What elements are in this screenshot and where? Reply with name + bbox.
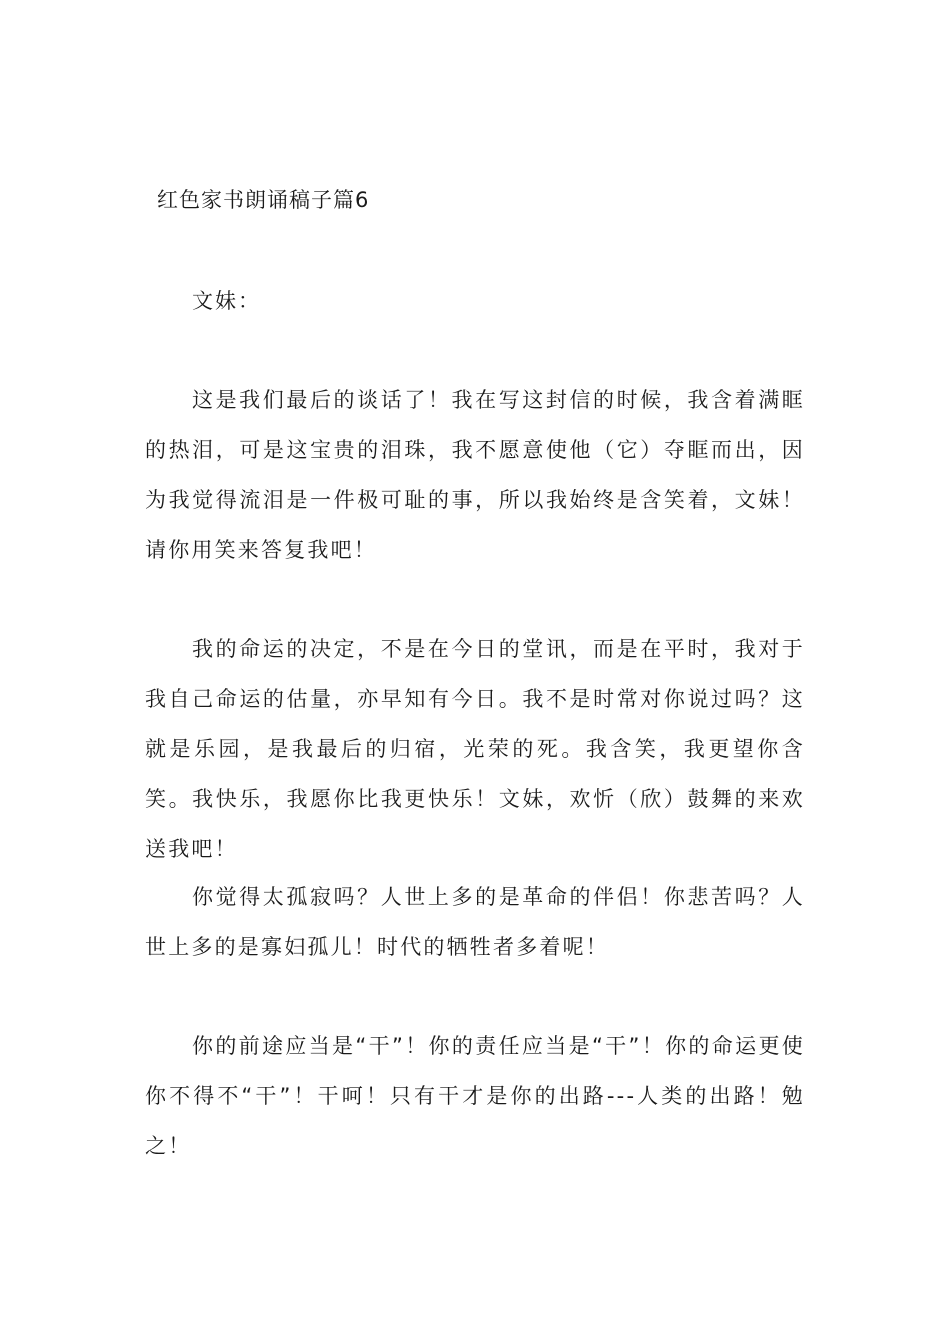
document-title: 红色家书朗诵稿子篇6 xyxy=(157,188,370,212)
letter-paragraph: 你觉得太孤寂吗？人世上多的是革命的伴侣！你悲苦吗？人世上多的是寡妇孤儿！时代的牺牲者多着呢！ xyxy=(145,885,805,959)
letter-paragraph: 你的前途应当是“干”！你的责任应当是“干”！你的命运更使你不得不“干”！干呵！只有干才是你的出路---人类的出路！勉之！ xyxy=(145,1034,805,1158)
letter-salutation: 文妹： xyxy=(192,289,261,313)
letter-paragraph: 我的命运的决定，不是在今日的堂讯，而是在平时，我对于我自己命运的估量，亦早知有今日。我不是时常对你说过吗？这就是乐园，是我最后的归宿，光荣的死。我含笑，我更望你含笑。我快乐，我愿你比我更快乐！文妹，欢忻（欣）鼓舞的来欢送我吧！ xyxy=(145,637,805,861)
letter-paragraph: 这是我们最后的谈话了！我在写这封信的时候，我含着满眶的热泪，可是这宝贵的泪珠，我不愿意使他（它）夺眶而出，因为我觉得流泪是一件极可耻的事，所以我始终是含笑着，文妹！请你用笑来答复我吧！ xyxy=(145,388,805,562)
